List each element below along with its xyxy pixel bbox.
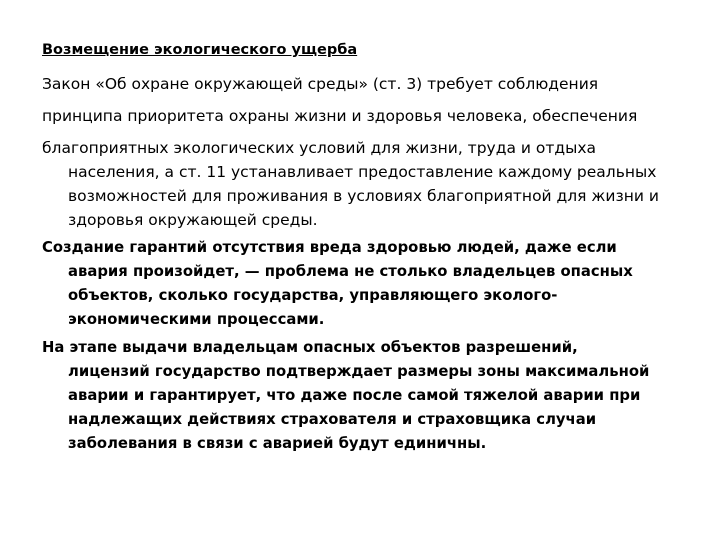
paragraph-law-tail (42, 136, 682, 232)
paragraph-licensing-continuation: лицензий государство подтверждает размеры зоны максимальной аварии и гарантирует, что даже после самой тяжелой аварии при надлежащих действиях страхователя и страховщика случаи заболевания в связи с аварией будут единичны. (68, 363, 650, 452)
paragraph-licensing (42, 336, 682, 456)
paragraph-law-continuation: населения, а ст. 11 устанавливает предоставление каждому реальных возможностей для проживания в условиях благоприятной для жизни и здоровья окружающей среды. (68, 163, 659, 229)
paragraph-law-line-1: Закон «Об охране окружающей среды» (ст. 3) требует соблюдения (42, 75, 599, 93)
slide-title: Возмещение экологического ущерба (42, 42, 358, 58)
paragraph-guarantees (42, 236, 682, 332)
paragraph-guarantees-continuation: авария произойдет, — проблема не столько владельцев опасных объектов, сколько государства, управляющего эколого-экономическими процессами. (68, 263, 633, 328)
slide-content (42, 38, 682, 460)
paragraph-law (42, 68, 682, 132)
paragraph-law-line-2: принципа приоритета охраны жизни и здоровья человека, обеспечения (42, 107, 638, 125)
paragraph-licensing-first-line: На этапе выдачи владельцам опасных объектов разрешений, (42, 339, 578, 356)
paragraph-guarantees-first-line: Создание гарантий отсутствия вреда здоровью людей, даже если (42, 239, 617, 256)
paragraph-law-line-3: благоприятных экологических условий для жизни, труда и отдыха (42, 139, 597, 157)
